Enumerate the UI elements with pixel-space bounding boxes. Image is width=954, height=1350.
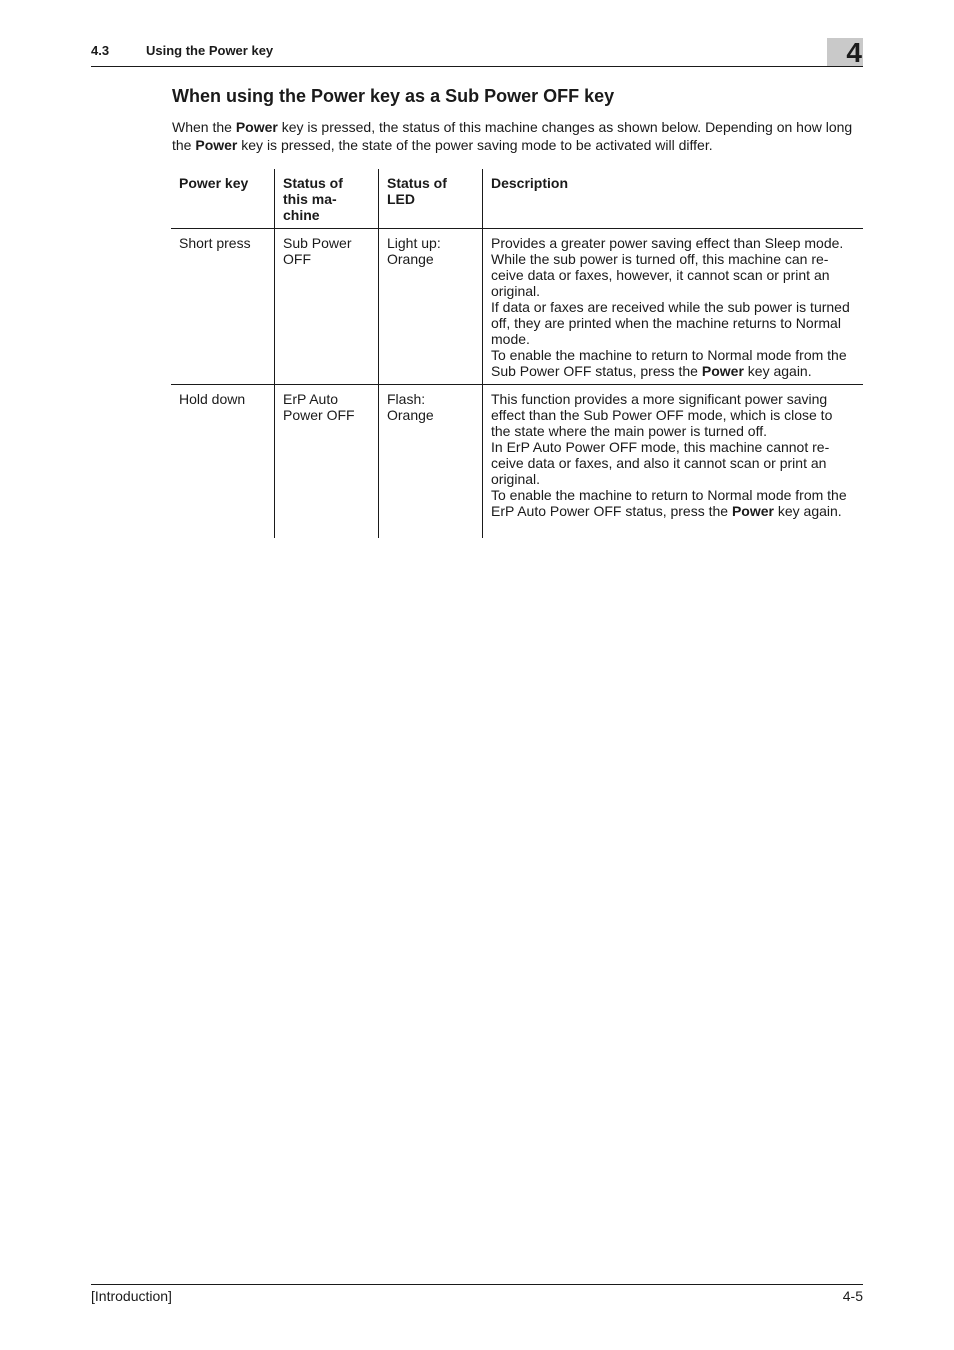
header-led: Status of LED [379, 169, 483, 229]
table-row [171, 385, 863, 539]
cell-description [483, 385, 864, 539]
chapter-number: 4 [846, 37, 862, 68]
desc-text: To enable the machine to return to Normal mode from the ErP Auto Power OFF status, press the [491, 487, 847, 519]
desc-bold: Power [701, 363, 744, 379]
cell-power-key: Short press [179, 235, 251, 251]
section-number: 4.3 [91, 43, 110, 58]
cell-power-key: Hold down [179, 391, 246, 407]
cell-description [483, 229, 864, 385]
chapter-tab [827, 38, 863, 66]
power-key-table [171, 169, 863, 538]
cell-status: ErP Auto Power OFF [275, 385, 379, 539]
intro-text-1: When the [172, 119, 236, 135]
page-number: 4-5 [842, 1288, 863, 1304]
header-description: Description [483, 169, 864, 229]
header-status: Status of this ma-chine [275, 169, 379, 229]
desc-paragraph: This function provides a more significant power saving effect than the Sub Power OFF mode, which is close to the state where the main power is turned off. [491, 391, 833, 439]
desc-text: key again. [743, 363, 812, 379]
page-header [91, 36, 863, 67]
intro-text-3: key is pressed, the state of the power saving mode to be activated will differ. [237, 137, 713, 153]
table-header-row [171, 169, 863, 229]
cell-status: Sub Power OFF [275, 229, 379, 385]
cell-led: Light up: Orange [379, 229, 483, 385]
page-heading: When using the Power key as a Sub Power OFF key [172, 86, 615, 106]
desc-paragraph: Provides a greater power saving effect than Sleep mode. While the sub power is turned off, this machine can re-ceive data or faxes, however, it cannot scan or print an original. [491, 235, 844, 299]
desc-paragraph: If data or faxes are received while the sub power is turned off, they are printed when the machine returns to Normal mode. [491, 299, 850, 347]
desc-text: key again. [773, 503, 842, 519]
intro-bold-1: Power [235, 119, 278, 135]
section-title: Using the Power key [146, 43, 274, 58]
table-row [171, 229, 863, 385]
desc-bold: Power [731, 503, 774, 519]
page-footer [91, 1284, 863, 1304]
footer-section-label: [Introduction] [91, 1288, 172, 1304]
intro-bold-2: Power [195, 137, 238, 153]
intro-text-2: key is pressed, the status of this machine changes as shown below. Depending on how long the [172, 119, 853, 153]
desc-paragraph: In ErP Auto Power OFF mode, this machine cannot re-ceive data or faxes, and also it cannot scan or print an original. [491, 439, 830, 487]
desc-text: To enable the machine to return to Normal mode from the Sub Power OFF status, press the [491, 347, 847, 379]
cell-led: Flash: Orange [379, 385, 483, 539]
header-power-key: Power key [179, 175, 249, 191]
intro-paragraph [172, 118, 862, 154]
